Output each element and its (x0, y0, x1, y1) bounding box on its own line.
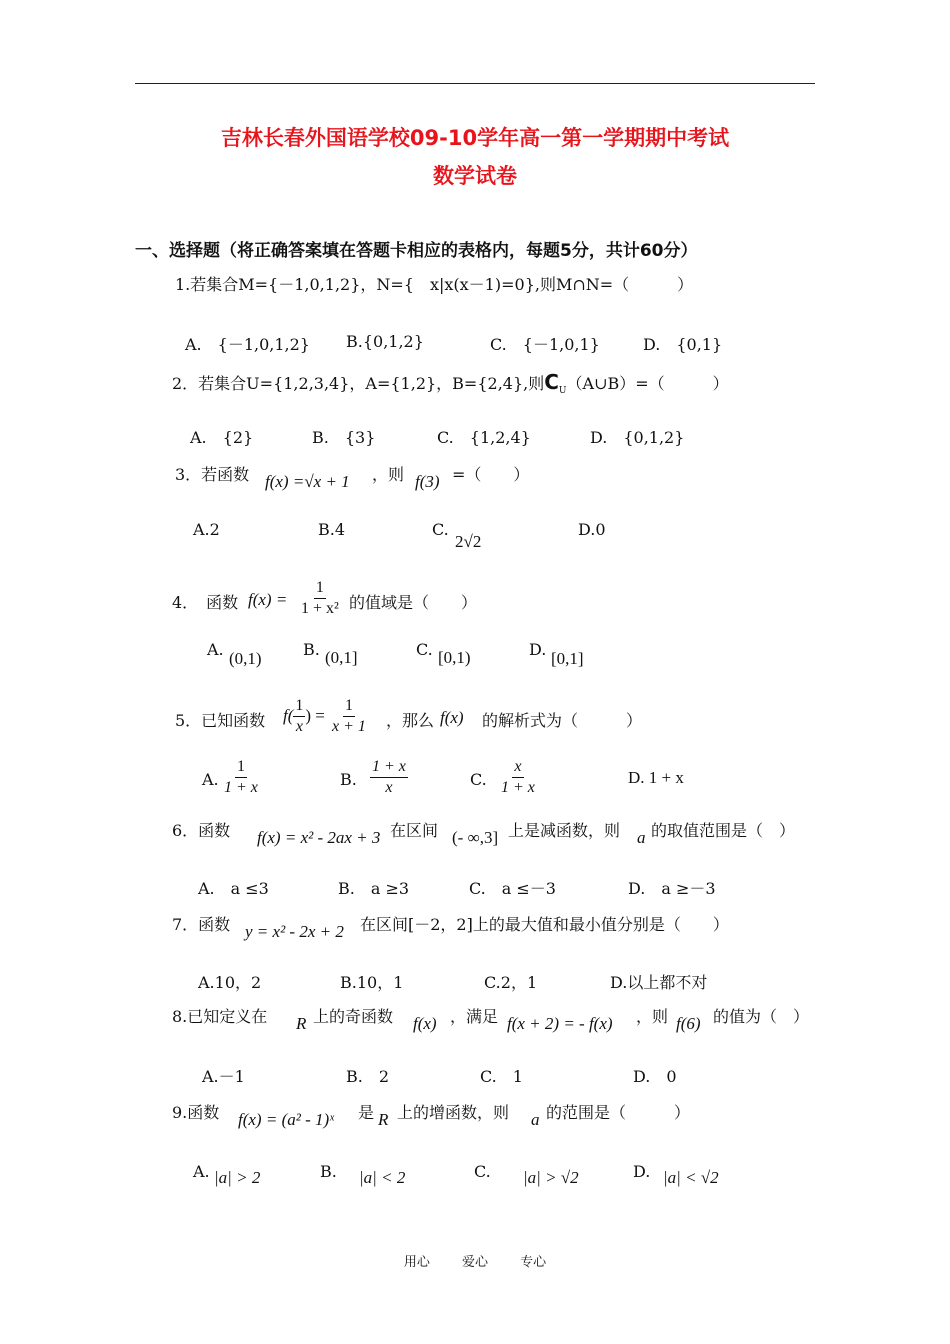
q6-option-d: D. a ≥－3 (628, 879, 716, 898)
q5-option-d: D. 1 + x (628, 768, 684, 787)
q2-option-b: B. {3} (312, 428, 376, 447)
q5-a-num: 1 (235, 757, 247, 778)
q8-stem-d: ，则 (636, 1007, 669, 1026)
q1-stem: 1.若集合M={－1,0,1,2}，N={ x|x(x－1)=0},则M∩N=（ ） (175, 275, 694, 294)
q3-option-b: B.4 (318, 520, 346, 539)
q5-c-den: 1 + x (501, 779, 535, 796)
q3-stem-a: 3．若函数 (175, 465, 250, 484)
q5-option-a-frac (222, 757, 260, 798)
q4-option-a-value: (0,1) (229, 649, 262, 668)
q9-function: f(x) = (a² - 1)ˣ (238, 1110, 334, 1129)
q5-f-mid: ) = (305, 706, 325, 725)
q9-option-d-value: |a| < √2 (663, 1168, 719, 1187)
q6-stem-a: 6．函数 (172, 821, 231, 840)
q8-f6: f(6) (676, 1014, 701, 1033)
q6-stem-d: 的取值范围是（ ） (651, 821, 796, 840)
q8-option-a: A.－1 (202, 1067, 245, 1086)
q4-frac-den: 1 + x² (301, 600, 339, 617)
q8-fx: f(x) (413, 1014, 437, 1033)
q7-option-a: A.10，2 (198, 973, 262, 992)
complement-subscript: U (558, 386, 567, 397)
section-heading: 一、选择题（将正确答案填在答题卡相应的表格内，每题5分，共计60分） (135, 241, 698, 261)
q4-frac-num: 1 (314, 578, 326, 599)
q1-option-b: B.{0,1,2} (346, 332, 424, 351)
page-footer (0, 1251, 950, 1270)
q9-stem-d: 的范围是（ ） (546, 1103, 691, 1122)
q3-option-c-label: C. (432, 520, 449, 539)
q4-option-d-value: [0,1] (551, 649, 584, 668)
q5-option-a-label: A. (202, 770, 219, 789)
footer-word-2: 爱心 (461, 1255, 488, 1270)
q4-option-d-label: D. (529, 640, 547, 659)
footer-word-1: 用心 (403, 1255, 430, 1270)
q5-b-den: x (385, 779, 393, 796)
q6-stem-c: 上是减函数，则 (508, 821, 621, 840)
q4-option-b-label: B. (303, 640, 320, 659)
q8-option-d: D. 0 (633, 1067, 677, 1086)
q9-option-b-label: B. (320, 1162, 337, 1181)
q5-stem-a: 5．已知函数 (175, 711, 266, 730)
q3-option-c-value: 2√2 (455, 532, 482, 551)
q4-stem-a: 4． 函数 (172, 593, 239, 612)
q3-function: f(x) =√x + 1 (265, 472, 350, 491)
q5-b-num: 1 + x (370, 757, 408, 778)
q5-in-den: x (295, 718, 303, 735)
q5-c-num: x (512, 757, 523, 778)
q7-option-b: B.10，1 (340, 973, 404, 992)
q7-option-c: C.2，1 (484, 973, 538, 992)
q2-option-a: A. {2} (190, 428, 254, 447)
q4-stem-b: 的值域是（ ） (349, 593, 478, 612)
q5-option-c-label: C. (470, 770, 487, 789)
q5-f-lhs: f( (283, 706, 294, 725)
q9-option-c-label: C. (474, 1162, 491, 1181)
q7-stem-a: 7．函数 (172, 915, 231, 934)
q3-option-d: D.0 (578, 520, 606, 539)
q9-option-a-label: A. (193, 1162, 210, 1181)
q9-option-c-value: |a| > √2 (523, 1168, 579, 1187)
q5-rhs-den: x + 1 (331, 718, 366, 735)
q6-option-b: B. a ≥3 (338, 879, 410, 898)
q9-a: a (531, 1110, 540, 1129)
q3-option-a: A.2 (193, 520, 220, 539)
q1-option-d: D. {0,1} (643, 335, 723, 354)
exam-title: 吉林长春外国语学校09-10学年高一第一学期期中考试 (220, 126, 730, 150)
q5-rhs-num: 1 (343, 696, 355, 717)
q9-stem-a: 9.函数 (172, 1103, 220, 1122)
q8-stem-b: 上的奇函数 (313, 1007, 394, 1026)
q5-in-num: 1 (293, 696, 305, 717)
q8-option-c: C. 1 (480, 1067, 523, 1086)
q5-option-b-frac (370, 757, 408, 798)
q2-stem-text-a: 2．若集合U={1,2,3,4}，A={1,2}，B={2,4},则 (172, 374, 545, 393)
q9-option-a-value: |a| > 2 (214, 1168, 261, 1187)
q1-option-c: C. {－1,0,1} (490, 335, 600, 354)
q4-f-lhs: f(x) = (248, 590, 288, 609)
q5-function (283, 696, 368, 737)
q9-stem-c: 上的增函数，则 (397, 1103, 510, 1122)
q5-stem-c: 的解析式为（ ） (482, 711, 643, 730)
complement-symbol: C (544, 370, 559, 394)
q2-stem-text-b: （A∪B）=（ ） (566, 374, 729, 393)
q9-option-d-label: D. (633, 1162, 651, 1181)
q8-R: R (296, 1014, 307, 1033)
q6-stem-b: 在区间 (390, 821, 439, 840)
q1-option-a: A. {－1,0,1,2} (185, 335, 310, 354)
q6-a: a (637, 828, 646, 847)
q8-option-b: B. 2 (346, 1067, 390, 1086)
q4-fraction (299, 578, 341, 619)
q6-option-c: C. a ≤－3 (469, 879, 556, 898)
top-rule (135, 83, 815, 84)
q7-stem-b: 在区间[－2，2]上的最大值和最小值分别是（ ） (360, 915, 729, 934)
q8-stem-e: 的值为（ ） (713, 1007, 810, 1026)
q4-option-b-value: (0,1] (325, 648, 358, 667)
q2-option-d: D. {0,1,2} (590, 428, 685, 447)
q3-stem-c: =（ ） (452, 465, 530, 484)
q5-option-b-label: B. (340, 770, 357, 789)
q6-function: f(x) = x² - 2ax + 3 (257, 828, 381, 847)
q5-stem-b: ，那么 (386, 711, 435, 730)
q6-interval: (- ∞,3] (452, 828, 499, 847)
q8-stem-c: ，满足 (450, 1007, 499, 1026)
q4-option-c-label: C. (416, 640, 433, 659)
q9-stem-b: 是 (358, 1103, 375, 1122)
q8-condition: f(x + 2) = - f(x) (507, 1014, 613, 1033)
q9-R: R (378, 1110, 389, 1129)
q7-option-d: D.以上都不对 (610, 973, 708, 992)
footer-word-3: 专心 (520, 1255, 547, 1270)
q4-option-a-label: A. (207, 640, 224, 659)
q8-stem-a: 8.已知定义在 (172, 1007, 268, 1026)
q5-option-c-frac (499, 757, 537, 798)
q9-option-b-value: |a| < 2 (359, 1168, 406, 1187)
q5-a-den: 1 + x (224, 779, 258, 796)
q3-stem-b: ，则 (372, 465, 405, 484)
q3-f3: f(3) (415, 472, 440, 491)
q4-option-c-value: [0,1) (438, 648, 471, 667)
q2-option-c: C. {1,2,4} (437, 428, 531, 447)
q6-option-a: A. a ≤3 (198, 879, 269, 898)
q5-fx: f(x) (440, 708, 464, 727)
q7-function: y = x² - 2x + 2 (245, 922, 344, 941)
q2-stem (172, 370, 729, 396)
exam-subtitle: 数学试卷 (433, 164, 517, 188)
